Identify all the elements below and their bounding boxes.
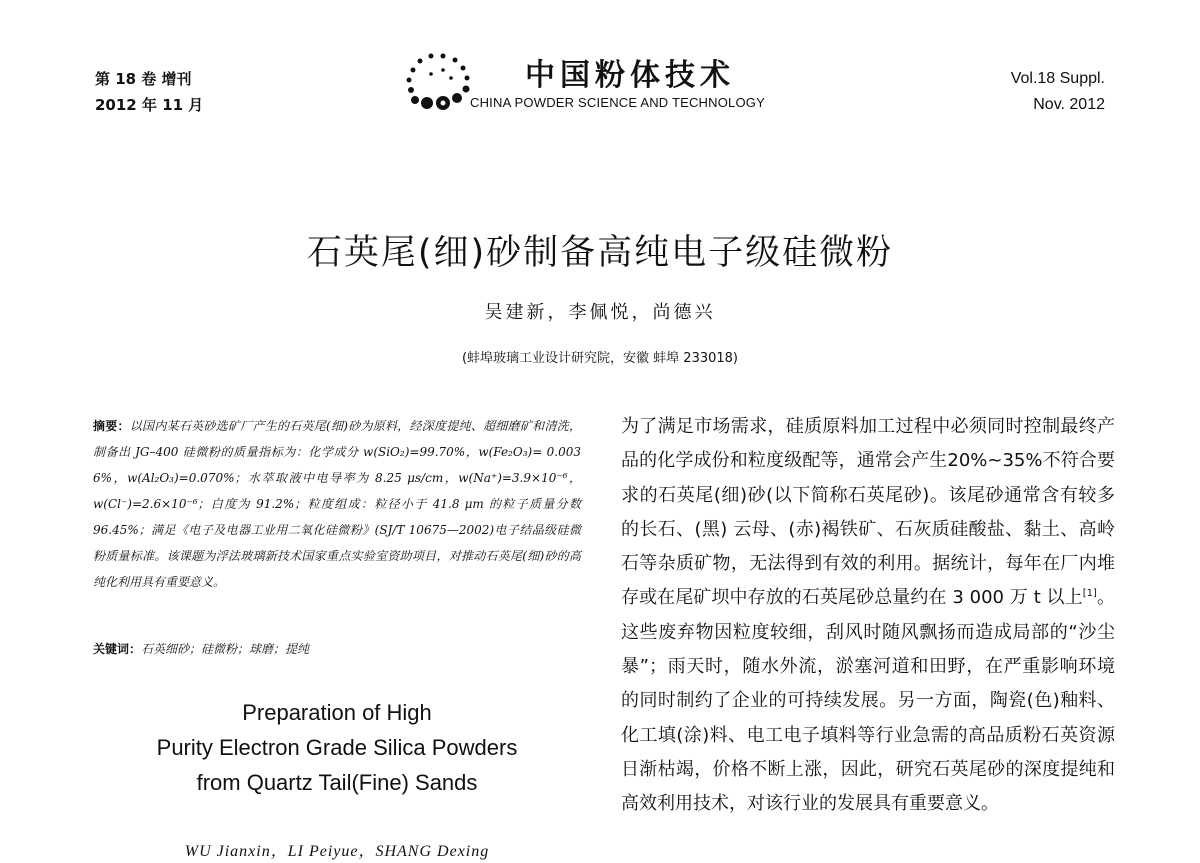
volume-cn: 第 18 卷 增刊 [95,70,192,88]
keywords-text: 石英细砂；硅微粉；球磨；提纯 [141,642,310,656]
volume-info-cn [95,66,203,118]
volume-info-en [1011,66,1105,118]
date-cn: 2012 年 11 月 [95,96,204,114]
volume-en: Vol.18 Suppl. [1010,70,1105,87]
abstract-text: 以国内某石英砂选矿厂产生的石英尾(细)砂为原料，经深度提纯、超细磨矿和清洗，制备出 JG–400 硅微粉的质量指标为：化学成分 w(SiO₂)=99.70%，w(Fe₂O₃)= 0.003 6%，w(Al₂O₃)=0.070%；水萃取液中电导率为 8.25 μs/cm，w(Na⁺)=3.9×10⁻⁶，w(Cl⁻)=2.6×10⁻⁶；白度为 91.2%；粒度组成：粒径小于 41.8 μm 的粒子质量分数 96.45%；满足《电子及电器工业用二氧化硅微粉》(SJ/T 10675—2002)电子结晶级硅微粉质量标准。该课题为浮法玻璃新技术国家重点实验室资助项目，对推动石英尾(细)砂的高纯化利用具有重要意义。 [93,419,581,589]
body-paragraph [621,410,1115,822]
english-title-line: Purity Electron Grade Silica Powders [156,735,518,760]
body-text-part: 。这些废弃物因粒度较细，刮风时随风飘扬而造成局部的“沙尘暴”；雨天时，随水外流，淤塞河道和田野，在严重影响环境的同时制约了企业的可持续发展。另一方面，陶瓷(色)釉料、化工填(涂)料、电工电子填料等行业急需的高品质粉石英资源日渐枯竭，价格不断上涨，因此，研究石英尾砂的深度提纯和高效利用技术，对该行业的发展具有重要意义。 [621,587,1115,815]
paper-affiliation: (蚌埠玻璃工业设计研究院，安徽 蚌埠 233018) [461,351,739,366]
abstract-label: 摘要： [93,419,130,433]
reference-link[interactable]: [1] [1082,588,1097,600]
keywords-label: 关键词： [93,642,142,656]
paper-authors: 吴建新，李佩悦，尚德兴 [484,302,716,323]
abstract [93,413,581,595]
english-title [93,695,581,800]
english-authors: WU Jianxin，LI Peiyue，SHANG Dexing [184,843,490,860]
date-en: Nov. 2012 [1033,96,1105,113]
english-title-line: from Quartz Tail(Fine) Sands [196,770,478,795]
journal-title-en: CHINA POWDER SCIENCE AND TECHNOLOGY [470,95,765,110]
english-title-line: Preparation of High [242,700,432,725]
keywords [93,636,581,662]
body-text-part: 为了满足市场需求，硅质原料加工过程中必须同时控制最终产品的化学成份和粒度级配等，通常会产生20%~35%不符合要求的石英尾(细)砂(以下简称石英尾砂)。该尾砂通常含有较多的长石、(黑) 云母、(赤)褐铁矿、石灰质硅酸盐、黏土、高岭石等杂质矿物，无法得到有效的利用。据统计，每年在厂内堆存或在尾矿坝中存放的石英尾砂总量约在 3 000 万 t 以上 [621,416,1115,609]
paper-title: 石英尾(细)砂制备高纯电子级硅微粉 [306,233,894,273]
journal-logo-icon [405,48,475,110]
journal-title-cn: 中国粉体技术 [525,58,735,93]
